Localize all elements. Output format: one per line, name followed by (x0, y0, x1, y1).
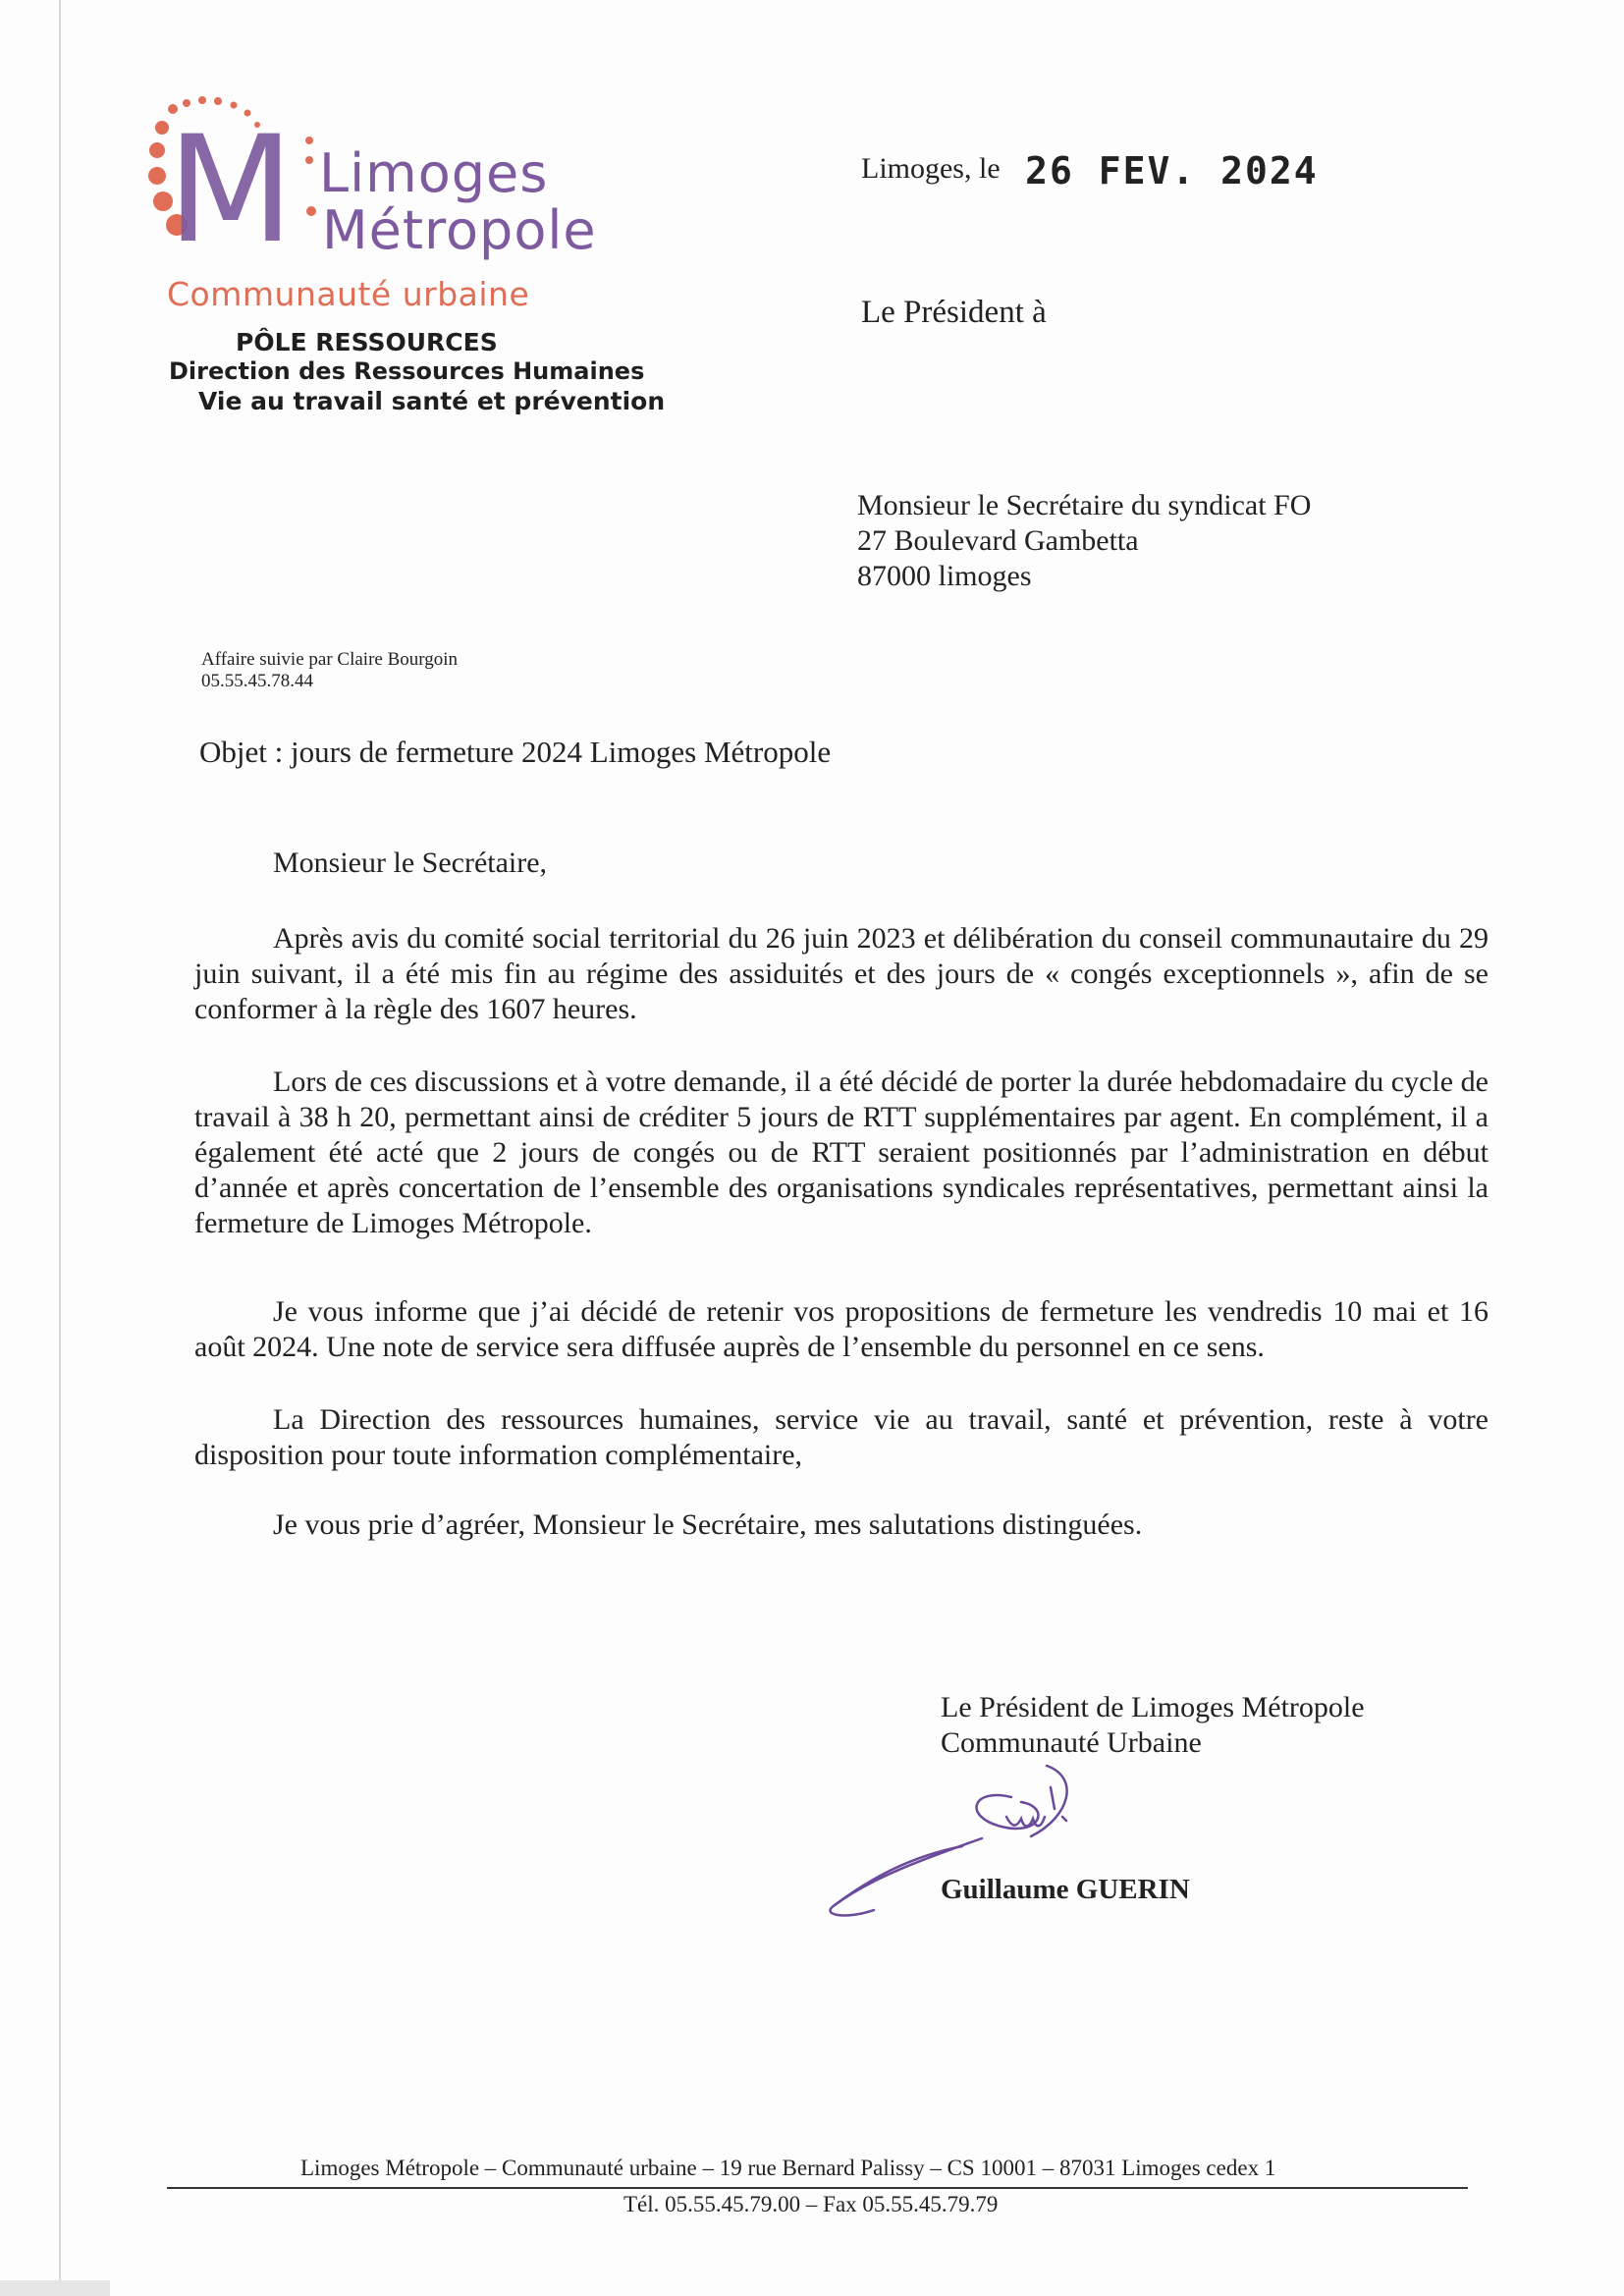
body-paragraph (194, 1294, 1489, 1365)
body-paragraph (194, 1507, 1489, 1543)
body-paragraph (194, 921, 1489, 1027)
recipient-city: 87000 limoges (857, 560, 1032, 592)
letter-date (861, 143, 1319, 192)
paragraph-text: Je vous informe que j’ai décidé de retenir vos propositions de fermeture les vendredis 10 mai et 16 août 2024. Une note de service sera diffusée auprès de l’ensemble du personnel en ce sens. (194, 1295, 1489, 1363)
footer-divider (167, 2187, 1468, 2189)
letter-salutation: Monsieur le Secrétaire, (273, 847, 548, 879)
signatory-title: Le Président de Limoges Métropole (941, 1691, 1365, 1723)
limoges-metropole-logo (147, 93, 597, 319)
signatory-organisation: Communauté Urbaine (941, 1726, 1202, 1759)
paragraph-text: Je vous prie d’agréer, Monsieur le Secrétaire, mes salutations distinguées. (273, 1508, 1143, 1541)
paragraph-text: Lors de ces discussions et à votre demande, il a été décidé de porter la durée hebdomadaire du cycle de travail à 38 h 20, permettant ainsi de créditer 5 jours de RTT supplémentaires par agent. En complément, il a également été acté que 2 jours de congés ou de RTT seraient positionnés par l’administration en début d’année et après concertation de l’ensemble des organisations syndicales représentatives, permettant ainsi la fermeture de Limoges Métropole. (194, 1066, 1489, 1239)
recipient-name: Monsieur le Secrétaire du syndicat FO (857, 489, 1312, 521)
footer-contact: Tél. 05.55.45.79.00 – Fax 05.55.45.79.79 (623, 2192, 999, 2216)
sender-line: Le Président à (861, 295, 1047, 330)
body-paragraph (194, 1402, 1489, 1473)
date-prefix: Limoges, le (861, 152, 1001, 185)
case-handler: Affaire suivie par Claire Bourgoin (201, 649, 459, 670)
paragraph-text: Après avis du comité social territorial du 26 juin 2023 et délibération du conseil communautaire du 29 juin suivant, il a été mis fin au régime des assiduités et des jours de « congés exceptionnels », afin de se conformer à la règle des 1607 heures. (194, 922, 1489, 1025)
letter-subject: Objet : jours de fermeture 2024 Limoges Métropole (199, 735, 832, 769)
paragraph-text: La Direction des ressources humaines, service vie au travail, santé et prévention, reste à votre disposition pour toute information complémentaire, (194, 1403, 1489, 1471)
logo-subtitle: Communauté urbaine (167, 275, 530, 313)
scan-edge-corner (0, 2280, 110, 2296)
logo-text-metropole: Métropole (322, 199, 597, 261)
signatory-name: Guillaume GUERIN (941, 1874, 1190, 1905)
logo-text-limoges: Limoges (319, 142, 549, 204)
department-service: Vie au travail santé et prévention (198, 387, 666, 415)
recipient-street: 27 Boulevard Gambetta (857, 524, 1139, 557)
department-heading: PÔLE RESSOURCES (236, 328, 498, 356)
date-stamp: 26 FEV. 2024 (1025, 149, 1319, 192)
handwritten-signature (815, 1758, 1188, 1954)
case-handler-phone: 05.55.45.78.44 (201, 671, 313, 691)
scan-edge (59, 0, 61, 2296)
footer-address: Limoges Métropole – Communauté urbaine – 19 rue Bernard Palissy – CS 10001 – 87031 Limoges cedex 1 (300, 2156, 1276, 2180)
department-direction: Direction des Ressources Humaines (169, 357, 645, 385)
svg-text:M: M (167, 105, 295, 276)
body-paragraph (194, 1065, 1489, 1241)
